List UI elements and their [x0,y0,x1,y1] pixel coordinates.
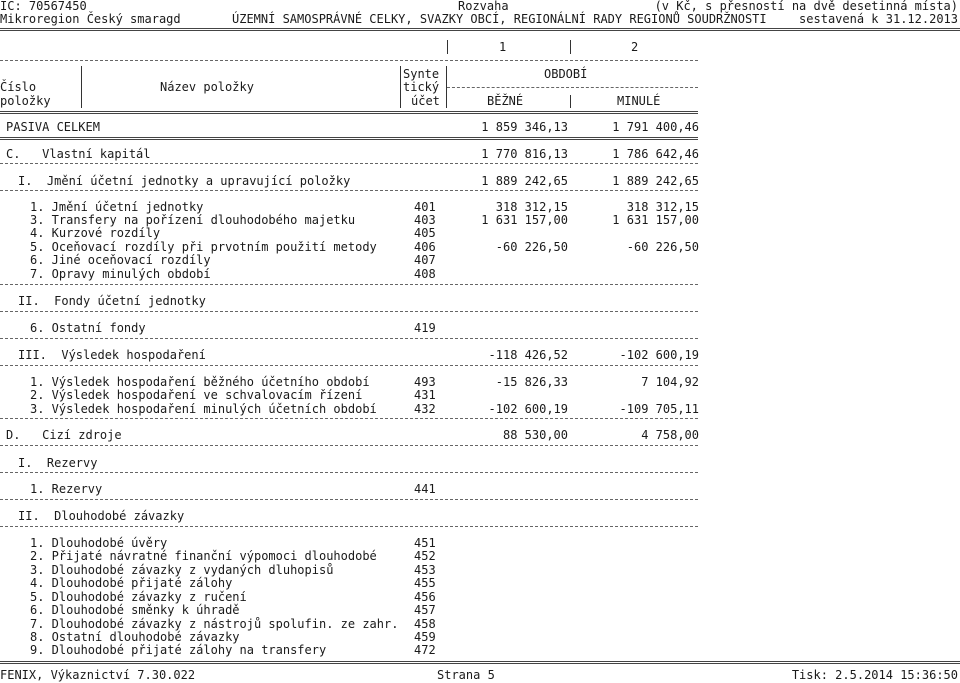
row-previous-value: -109 705,11 [619,402,699,416]
row-account: 459 [414,630,436,644]
synthetic-header-2: tický [403,80,440,94]
row-current-value: 1 859 346,13 [481,120,568,134]
row-account: 458 [414,617,436,631]
row-divider [0,472,698,473]
row-account: 419 [414,321,436,335]
row-name: 4. Dlouhodobé přijaté zálohy [30,576,233,590]
row-current-value: 88 530,00 [502,428,568,442]
col-bar [447,40,448,54]
row-account: 403 [414,213,436,227]
row-current-value: -118 426,52 [488,348,568,362]
period-header: OBDOBÍ [544,67,588,81]
row-current-value: -15 826,33 [495,375,568,389]
header-divider [0,28,960,31]
row-name: 6. Dlouhodobé směnky k úhradě [30,603,240,617]
row-current-value: -102 600,19 [488,402,568,416]
row-divider [0,338,698,339]
row-name: PASIVA CELKEM [6,120,100,134]
row-name: II. Fondy účetní jednotky [18,294,206,308]
row-name: 1. Dlouhodobé úvěry [30,536,168,550]
report-date: sestavená k 31.12.2013 [799,12,958,26]
col-number-1: 1 [499,40,507,54]
col-bar [570,40,571,54]
row-account: 432 [414,402,436,416]
row-account: 405 [414,226,436,240]
row-account: 408 [414,267,436,281]
row-previous-value: 7 104,92 [641,375,699,389]
row-divider [0,418,698,419]
row-name: 6. Ostatní fondy [30,321,146,335]
period-divider [447,87,698,88]
units-note: (v Kč, s přesností na dvě desetinná místa) [654,0,958,13]
col-number-2: 2 [631,40,639,54]
row-name: 2. Výsledek hospodaření ve schvalovacím řízení [30,388,363,402]
row-divider [0,190,698,191]
row-name: 1. Výsledek hospodaření běžného účetního období [30,375,370,389]
row-current-value: 1 889 242,65 [481,174,568,188]
row-name: 1. Rezervy [30,482,103,496]
previous-period-header: MINULÉ [617,94,661,108]
name-header: Název položky [160,80,254,94]
row-divider [0,137,698,140]
footer-app: FENIX, Výkaznictví 7.30.022 [0,668,196,682]
footer-printed: Tisk: 2.5.2014 15:36:50 [791,668,958,682]
row-account: 472 [414,643,436,657]
col-bar [570,95,571,108]
row-account: 453 [414,563,436,577]
entity-category: ÚZEMNÍ SAMOSPRÁVNÉ CELKY, SVAZKY OBCÍ, REGIONÁLNÍ RADY REGIONŮ SOUDRŽNOSTI [232,12,767,26]
row-account: 455 [414,576,436,590]
row-account: 457 [414,603,436,617]
row-name: 7. Dlouhodobé závazky z nástrojů spolufin. ze zahr. [30,617,399,631]
row-divider [0,311,698,312]
row-name: 3. Transfery na pořízení dlouhodobého majetku [30,213,356,227]
account-header: účet [411,94,440,108]
row-name: I. Rezervy [18,456,98,470]
row-name: I. Jmění účetní jednotky a upravující položky [18,174,351,188]
row-account: 431 [414,388,436,402]
row-previous-value: -60 226,50 [626,240,699,254]
row-name: 6. Jiné oceňovací rozdíly [30,253,211,267]
row-name: II. Dlouhodobé závazky [18,509,185,523]
synthetic-header-1: Synte [403,67,440,81]
row-name: 5. Dlouhodobé závazky z ručení [30,590,247,604]
current-period-header: BĚŽNÉ [487,94,524,108]
row-account: 451 [414,536,436,550]
head-bottom-divider [0,111,698,114]
row-divider [0,365,698,366]
ico-label: IČ: 70567450 [0,0,87,13]
row-account: 452 [414,549,436,563]
col-bar [81,66,82,108]
row-current-value: 1 631 157,00 [481,213,568,227]
row-previous-value: 4 758,00 [641,428,699,442]
row-divider [0,499,698,500]
row-name: III. Výsledek hospodaření [18,348,206,362]
row-name: D. Cizí zdroje [6,428,122,442]
row-previous-value: -102 600,19 [619,348,699,362]
report-title: Rozvaha [458,0,509,13]
row-current-value: 1 770 816,13 [481,147,568,161]
row-name: C. Vlastní kapitál [6,147,151,161]
row-account: 493 [414,375,436,389]
row-account: 456 [414,590,436,604]
row-divider [0,284,698,285]
row-name: 3. Dlouhodobé závazky z vydaných dluhopisů [30,563,334,577]
row-name: 5. Oceňovací rozdíly při prvotním použití metody [30,240,377,254]
row-previous-value: 1 786 642,46 [612,147,699,161]
row-name: 9. Dlouhodobé přijaté zálohy na transfery [30,643,327,657]
row-name: 3. Výsledek hospodaření minulých účetních období [30,402,377,416]
row-name: 2. Přijaté návratné finanční výpomoci dlouhodobé [30,549,377,563]
row-previous-value: 1 791 400,46 [612,120,699,134]
row-divider [0,163,698,164]
row-current-value: 318 312,15 [495,200,568,214]
row-account: 406 [414,240,436,254]
col-bar [400,66,401,108]
head-divider [0,60,698,61]
number-header: Číslo [0,80,37,94]
entity-name: Mikroregion Český smaragd [0,12,181,26]
row-previous-value: 318 312,15 [626,200,699,214]
footer-page: Strana 5 [437,668,495,682]
row-name: 7. Opravy minulých období [30,267,211,281]
row-name: 8. Ostatní dlouhodobé závazky [30,630,240,644]
row-current-value: -60 226,50 [495,240,568,254]
row-account: 407 [414,253,436,267]
row-account: 401 [414,200,436,214]
items-header: položky [0,94,51,108]
row-divider [0,445,698,446]
row-name: 1. Jmění účetní jednotky [30,200,204,214]
row-account: 441 [414,482,436,496]
row-previous-value: 1 631 157,00 [612,213,699,227]
row-previous-value: 1 889 242,65 [612,174,699,188]
row-divider [0,526,698,527]
row-name: 4. Kurzové rozdíly [30,226,161,240]
footer-divider [0,661,960,664]
